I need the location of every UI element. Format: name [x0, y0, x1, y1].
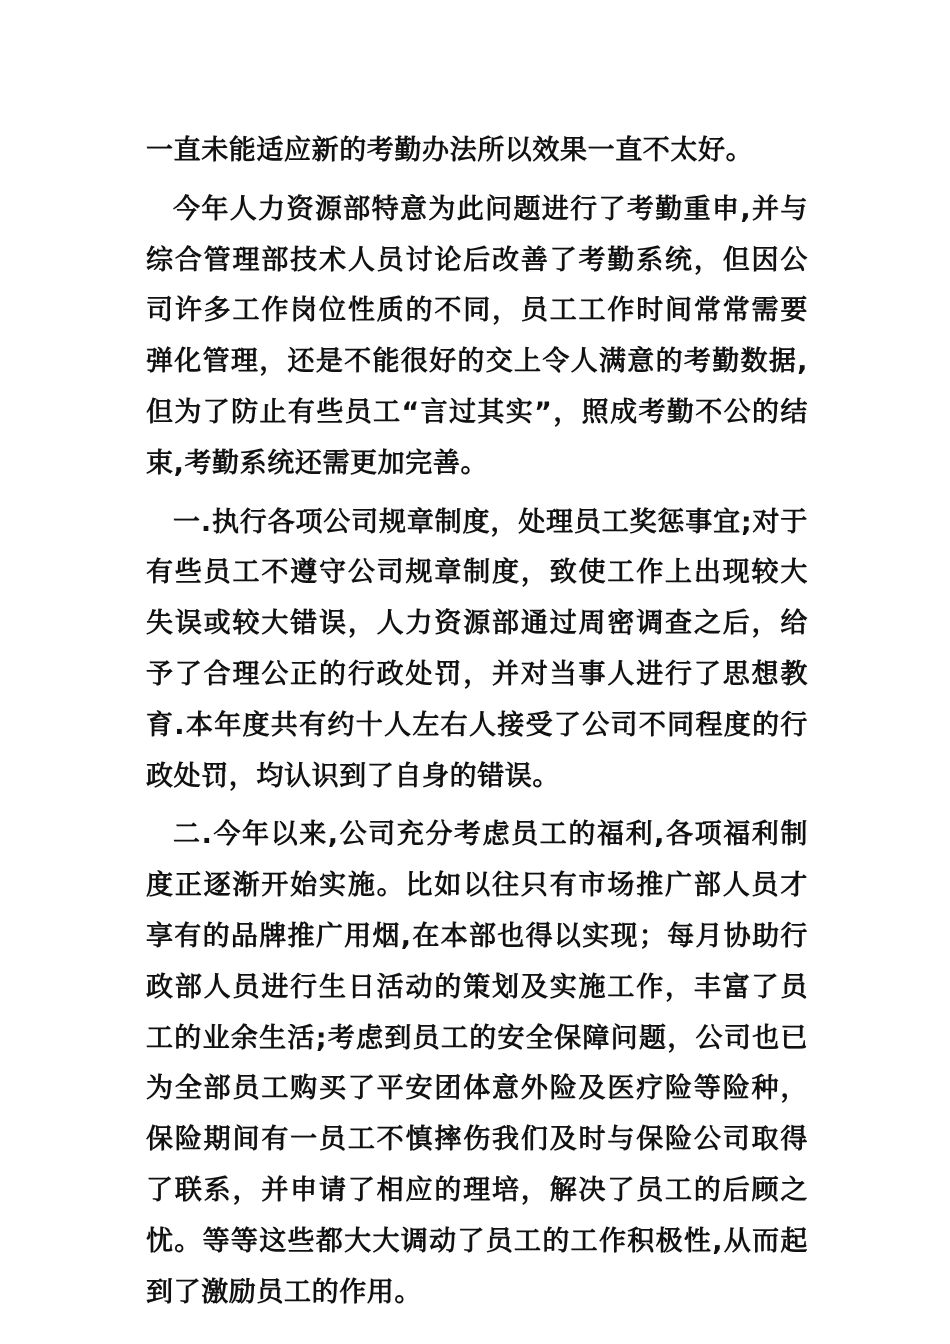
document-body: [146, 126, 808, 1326]
paragraph-rules-and-discipline: 一.执行各项公司规章制度，处理员工奖惩事宜;对于有些员工不遵守公司规章制度，致使工作上出现较大失误或较大错误，人力资源部通过周密调查之后，给予了合理公正的行政处罚，并对当事人进行了思想教育.本年度共有约十人左右人接受了公司不同程度的行政处罚，均认识到了自身的错误。: [146, 506, 808, 792]
paragraph-continuation: 一直未能适应新的考勤办法所以效果一直不太好。: [146, 135, 754, 166]
paragraph-employee-welfare: 二.今年以来,公司充分考虑员工的福利,各项福利制度正逐渐开始实施。比如以往只有市场推广部人员才享有的品牌推广用烟,在本部也得以实现；每月协助行政部人员进行生日活动的策划及实施工作，丰富了员工的业余生活;考虑到员工的安全保障问题，公司也已为全部员工购买了平安团体意外险及医疗险等险种，保险期间有一员工不慎摔伤我们及时与保险公司取得了联系，并申请了相应的理培，解决了员工的后顾之忧。等等这些都大大调动了员工的工作积极性,从而起到了激励员工的作用。: [146, 819, 808, 1308]
paragraph-attendance-system: 今年人力资源部特意为此问题进行了考勤重申,并与综合管理部技术人员讨论后改善了考勤系统，但因公司许多工作岗位性质的不同，员工工作时间常常需要弹化管理，还是不能很好的交上令人满意的考勤数据,但为了防止有些员工“言过其实”，照成考勤不公的结束,考勤系统还需更加完善。: [146, 193, 808, 479]
